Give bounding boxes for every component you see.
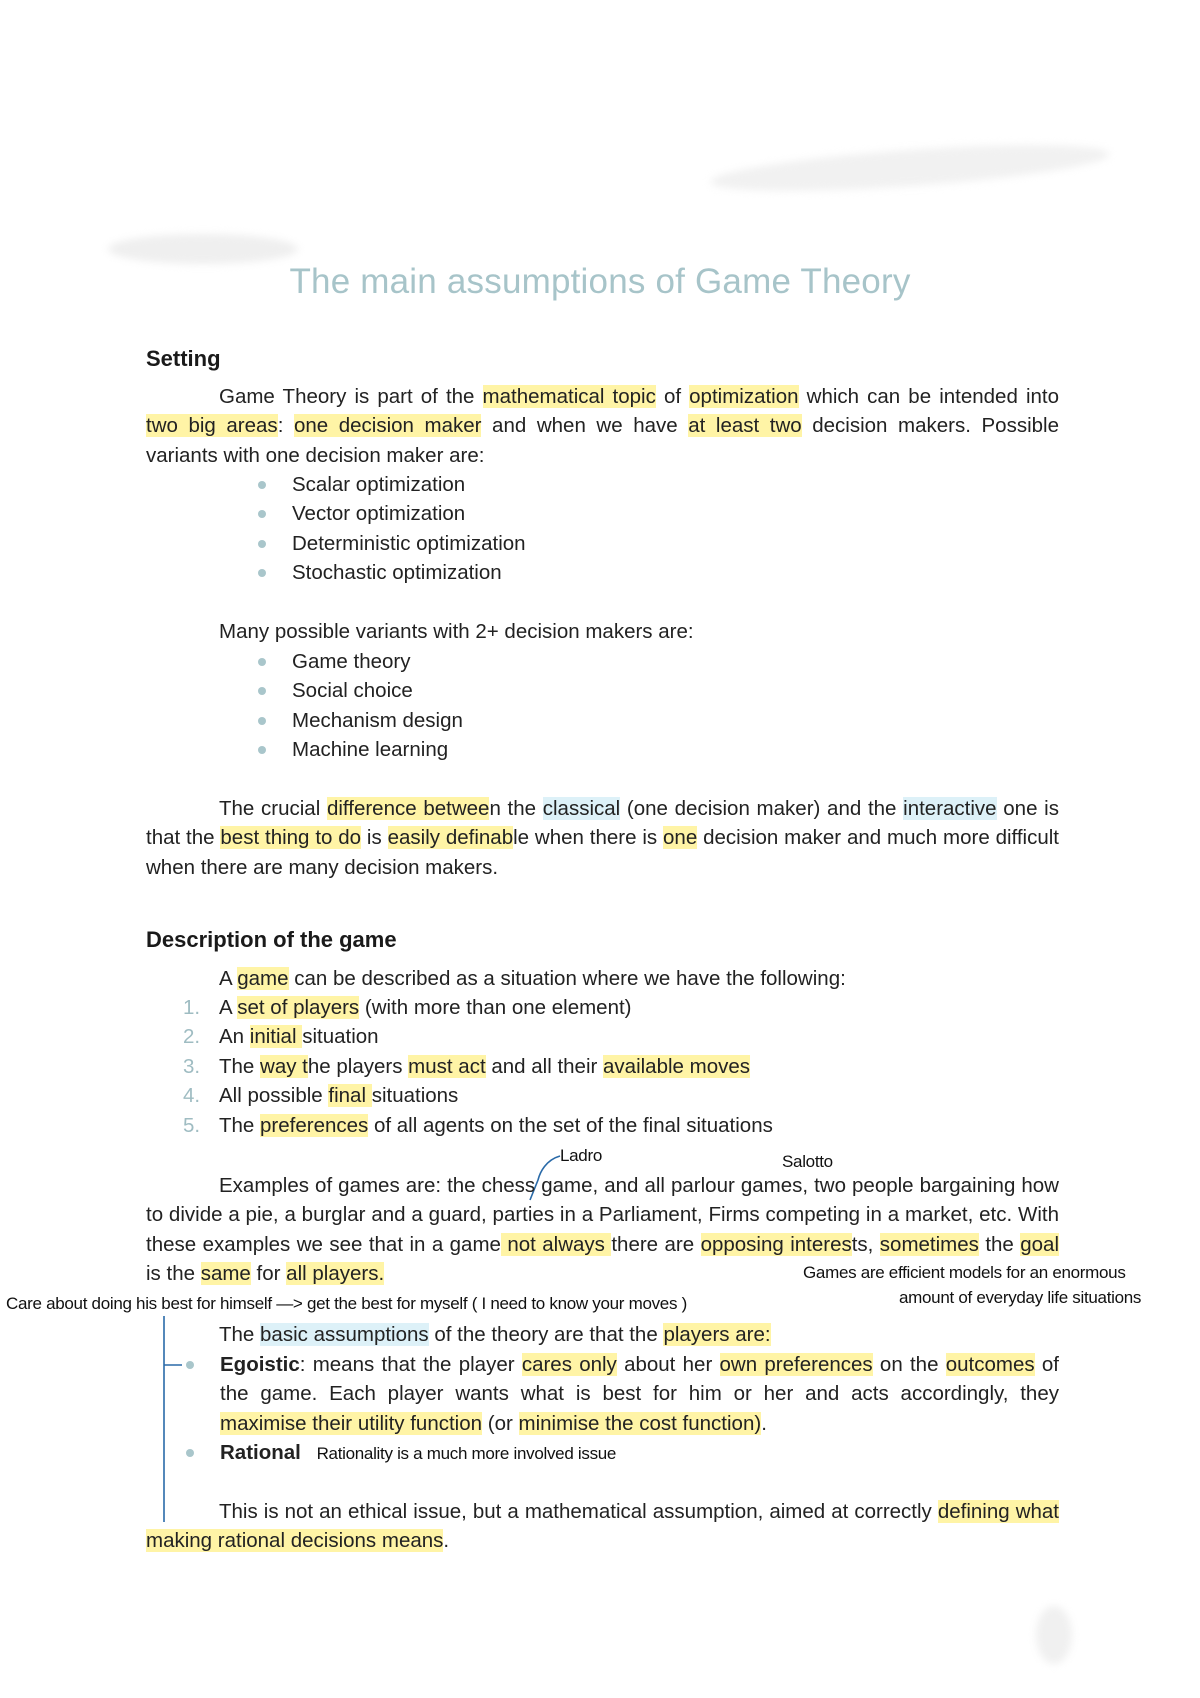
paragraph-crucial-difference: The crucial difference between the classical (one decision maker) and the interactive one is that the best thing to do is easily definable when there is one decision maker and much more difficult when there are many decision makers. xyxy=(146,797,1060,879)
list-assumptions xyxy=(186,1350,1059,1469)
annotation-games-efficient-1: Games are efficient models for an enormous xyxy=(803,1263,1126,1282)
list-item: Machine learning xyxy=(258,735,463,764)
list-item: 4. All possible final situations xyxy=(183,1084,459,1108)
list-item: Stochastic optimization xyxy=(258,558,526,587)
paragraph-setting-intro: Game Theory is part of the mathematical topic of optimization which can be intended into two big areas: one decision maker and when we have at least two decision makers. Possible variants with one decision maker are: xyxy=(146,385,1059,467)
annotation-care: Care about doing his best for himself —> get the best for myself ( I need to know your moves ) xyxy=(6,1294,687,1313)
list-item: 1. A set of players (with more than one element) xyxy=(183,996,632,1019)
annotation-salotto: Salotto xyxy=(782,1152,833,1171)
heading-description: Description of the game xyxy=(146,927,397,952)
list-item: 3. The way the players must act and all their available moves xyxy=(183,1054,751,1078)
list-item-egoistic: Egoistic: means that the player cares only about her own preferences on the outcomes of the game. Each player wants what is best for him or her and acts accordingly, they maximise their utility function (or minimise the cost function). xyxy=(186,1350,1059,1438)
list-item: Game theory xyxy=(258,647,463,676)
page-title: The main assumptions of Game Theory xyxy=(289,262,911,301)
annotation-games-efficient-2: amount of everyday life situations xyxy=(899,1288,1142,1307)
paragraph-game-intro: A game can be described as a situation where we have the following: xyxy=(219,967,846,990)
paragraph-closing: This is not an ethical issue, but a mathematical assumption, aimed at correctly defining what making rational decisions means. xyxy=(146,1500,1059,1553)
smudge-bottom-right xyxy=(1036,1606,1072,1664)
paragraph-variants: Many possible variants with 2+ decision makers are: xyxy=(219,620,694,643)
annotation-rationality: Rationality is a much more involved issue xyxy=(316,1444,617,1464)
list-item: 5. The preferences of all agents on the set of the final situations xyxy=(183,1113,773,1137)
list-many-decision-makers xyxy=(258,647,463,765)
list-item: Deterministic optimization xyxy=(258,529,526,558)
paragraph-examples: Examples of games are: the chess game, and all parlour games, two people bargaining how to divide a pie, a burglar and a guard, parties in a Parliament, Firms competing in a market, etc. With these examples we see that in a game not always there are opposing interests, sometimes the goal is the same for all players. xyxy=(146,1174,1060,1286)
list-item: Scalar optimization xyxy=(258,470,526,499)
heading-setting: Setting xyxy=(146,346,221,371)
list-item: 2. An initial situation xyxy=(183,1025,379,1049)
list-item-rational: Rational Rationality is a much more involved issue xyxy=(186,1438,1059,1468)
smudge-top-right xyxy=(709,136,1111,200)
list-item: Vector optimization xyxy=(258,499,526,528)
list-one-decision-maker xyxy=(258,470,526,588)
list-game-elements xyxy=(183,993,773,1140)
smudge-top-left xyxy=(108,234,298,264)
list-item: Social choice xyxy=(258,676,463,705)
annotation-bracket xyxy=(158,1316,188,1526)
annotation-ladro: Ladro xyxy=(560,1146,602,1165)
list-item: Mechanism design xyxy=(258,706,463,735)
paragraph-basic-assumptions: The basic assumptions of the theory are that the players are: xyxy=(219,1323,771,1346)
